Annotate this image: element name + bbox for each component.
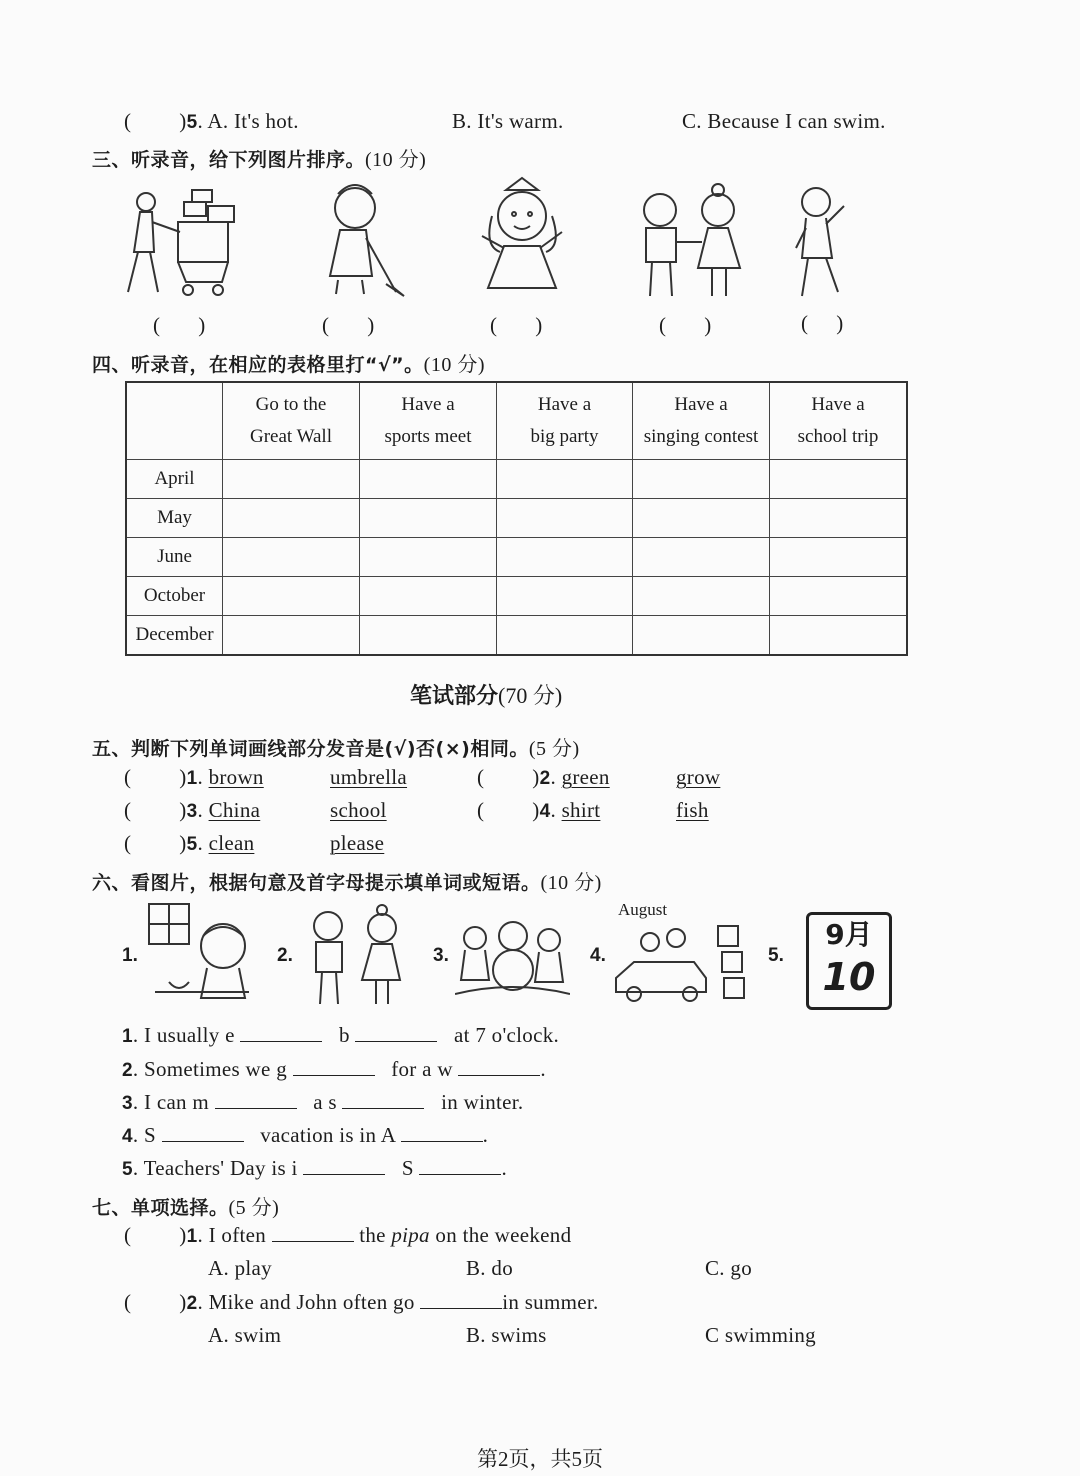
section-6-title: 六、看图片，根据句意及首字母提示填单词或短语。: [92, 872, 541, 894]
section-6-heading: [92, 866, 602, 895]
table-row: [126, 460, 907, 499]
blank-field[interactable]: [419, 1156, 501, 1175]
shopping-picture: [118, 182, 253, 302]
written-part-heading: [410, 679, 562, 710]
table-row: [126, 577, 907, 616]
answer-slot-4[interactable]: ( ): [659, 313, 712, 337]
august-label: August: [618, 900, 668, 919]
picture-label: 4.: [590, 945, 606, 966]
word-compare: please: [330, 831, 385, 855]
column-header: Have a sports meet: [360, 382, 497, 460]
option-a: . A. It's hot.: [197, 109, 299, 133]
blank-field[interactable]: [162, 1123, 244, 1142]
row-header: October: [126, 577, 223, 616]
answer-slot-1[interactable]: ( ): [153, 313, 206, 337]
picture-label: 2.: [277, 945, 293, 966]
calendar-picture: [806, 912, 892, 1010]
answer-slot-2[interactable]: ( ): [322, 313, 375, 337]
calendar-month: 9月: [825, 918, 873, 951]
answer-slot-3[interactable]: ( ): [490, 313, 543, 337]
pronunciation-item-5: ( )5. clean: [124, 831, 255, 855]
table-row: [126, 616, 907, 656]
column-header: Have a singing contest: [633, 382, 770, 460]
row-header: May: [126, 499, 223, 538]
dancing-picture: [788, 178, 853, 302]
row-header: December: [126, 616, 223, 656]
answer-paren-close: ): [179, 109, 187, 133]
blank-field[interactable]: [355, 1023, 437, 1042]
section-5-title: 五、判断下列单词画线部分发音是(√)否(×)相同。: [92, 738, 529, 760]
option-b[interactable]: B. do: [466, 1256, 514, 1280]
word-compare: grow: [676, 765, 721, 789]
option-a[interactable]: A. play: [208, 1256, 272, 1280]
couple-picture: [628, 180, 753, 302]
fill-sentence-1: 1. I usually e b at 7 o'clock.: [122, 1023, 560, 1047]
fill-sentence-5: 5. Teachers' Day is i S .: [122, 1156, 507, 1180]
section-3-title: 三、听录音，给下列图片排序。: [92, 149, 366, 171]
answer-paren-open: (: [124, 109, 132, 133]
word-compare: fish: [676, 798, 709, 822]
section-3-heading: [92, 143, 426, 172]
section-7-title: 七、单项选择。: [92, 1197, 229, 1219]
section-3-points: (10 分): [365, 149, 427, 171]
picture-label: 3.: [433, 945, 449, 966]
section-4-points: (10 分): [423, 354, 485, 376]
pronunciation-item-1: ( )1. brown: [124, 765, 264, 789]
choice-question-2: ( )2. Mike and John often go in summer.: [124, 1290, 599, 1314]
blank-field[interactable]: [420, 1290, 502, 1309]
written-part-points: (70 分): [498, 683, 563, 708]
party-girl-picture: [470, 176, 575, 302]
calendar-day: 10: [822, 955, 876, 999]
snowman-picture: [455, 910, 570, 1000]
blank-field[interactable]: [215, 1090, 297, 1109]
blank-field[interactable]: [342, 1090, 424, 1109]
summer-trip-picture: [610, 922, 750, 1006]
blank-field[interactable]: [272, 1223, 354, 1242]
row-header: June: [126, 538, 223, 577]
question-5-top: [124, 109, 299, 134]
section-5-heading: [92, 732, 580, 761]
fill-sentence-4: 4. S vacation is in A .: [122, 1123, 489, 1147]
blank-field[interactable]: [240, 1023, 322, 1042]
blank-field[interactable]: [458, 1057, 540, 1076]
section-4-title: 四、听录音，在相应的表格里打“√”。: [92, 354, 424, 376]
word-compare: school: [330, 798, 387, 822]
picture-label: 5.: [768, 945, 784, 966]
table-row: [126, 499, 907, 538]
blank-field[interactable]: [401, 1123, 483, 1142]
written-part-title: 笔试部分: [410, 684, 499, 709]
fill-sentence-3: 3. I can m a s in winter.: [122, 1090, 524, 1114]
option-c: C. Because I can swim.: [682, 109, 886, 133]
page-footer: 第2页，共5页: [477, 1447, 603, 1471]
question-number: 5: [186, 112, 198, 133]
section-6-points: (10 分): [540, 872, 602, 894]
word-compare: umbrella: [330, 765, 408, 789]
answer-slot-5[interactable]: ( ): [801, 311, 844, 335]
section-5-points: (5 分): [528, 738, 580, 760]
pronunciation-item-3: ( )3. China: [124, 798, 261, 822]
pronunciation-item-2: ( )2. green: [477, 765, 610, 789]
table-corner-cell: [126, 382, 223, 460]
option-a[interactable]: A. swim: [208, 1323, 282, 1347]
column-header: Go to the Great Wall: [223, 382, 360, 460]
breakfast-picture: [145, 902, 255, 1002]
choice-question-1: ( )1. I often the pipa on the weekend: [124, 1223, 572, 1247]
section-4-heading: [92, 348, 485, 377]
fill-sentence-2: 2. Sometimes we g for a w .: [122, 1057, 546, 1081]
section-7-heading: [92, 1191, 279, 1220]
option-b[interactable]: B. swims: [466, 1323, 547, 1347]
option-b: B. It's warm.: [452, 109, 564, 133]
column-header: Have a big party: [497, 382, 633, 460]
picture-label: 1.: [122, 945, 138, 966]
option-c[interactable]: C swimming: [705, 1323, 816, 1347]
blank-field[interactable]: [303, 1156, 385, 1175]
activity-table: [125, 381, 908, 656]
sweeping-picture: [300, 176, 410, 302]
pronunciation-item-4: ( )4. shirt: [477, 798, 601, 822]
couple-walk-picture: [300, 902, 410, 1008]
section-7-points: (5 分): [228, 1197, 280, 1219]
column-header: Have a school trip: [770, 382, 908, 460]
option-c[interactable]: C. go: [705, 1256, 753, 1280]
blank-field[interactable]: [293, 1057, 375, 1076]
table-row: [126, 538, 907, 577]
row-header: April: [126, 460, 223, 499]
